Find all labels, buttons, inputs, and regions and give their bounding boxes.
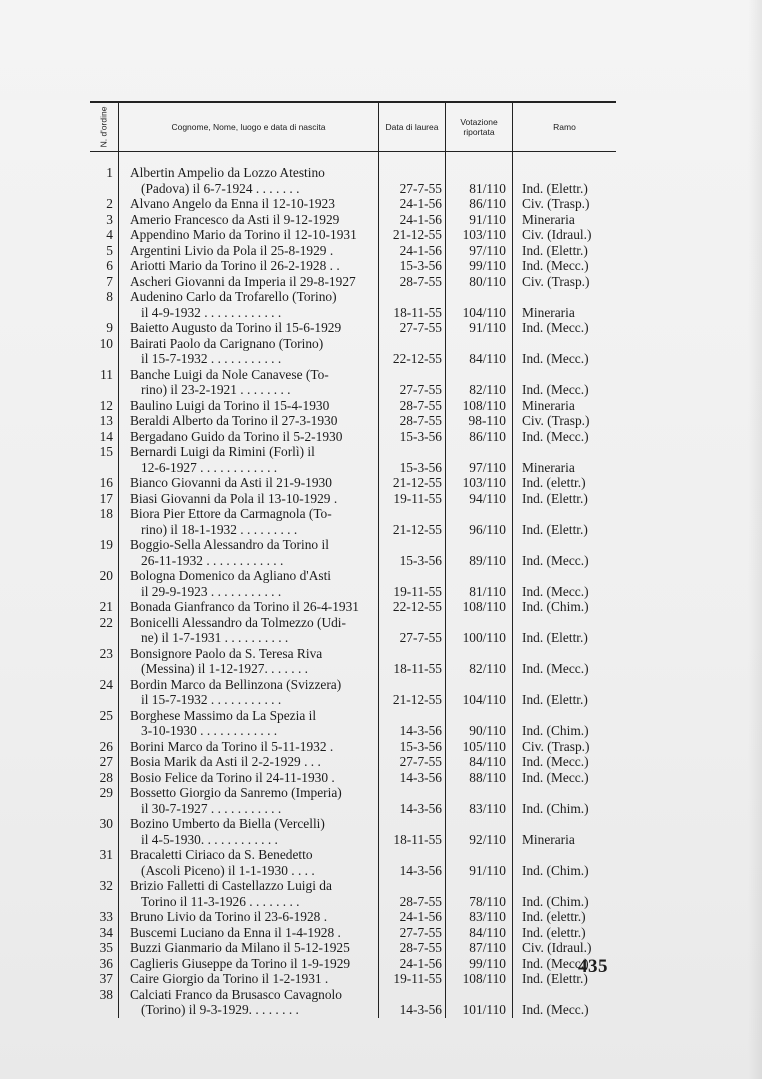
name-line: Caglieris Giuseppe da Torino il 1-9-1929 bbox=[130, 955, 351, 971]
date-cell: 14-3-56 bbox=[379, 770, 446, 786]
name-line: Audenino Carlo da Trofarello (Torino) bbox=[130, 289, 337, 304]
name-cell bbox=[119, 491, 379, 507]
date-cell: 27-7-55 bbox=[379, 754, 446, 770]
name-line: 3-10-1930 . . . . . . . . . . . . bbox=[141, 723, 278, 738]
vote-cell: 97/110 bbox=[446, 444, 513, 475]
vote-cell: 88/110 bbox=[446, 770, 513, 786]
order-number-cell: 14 bbox=[99, 428, 113, 444]
name-line: rino) il 18-1-1932 . . . . . . . . . bbox=[141, 521, 298, 537]
ramo-cell: Ind. (Elettr.) bbox=[513, 243, 617, 259]
name-cell bbox=[119, 444, 379, 475]
ramo-cell: Ind. (Mecc.) bbox=[513, 429, 617, 445]
name-line: Borghese Massimo da La Spezia il bbox=[130, 707, 317, 723]
header-vote: Votazione riportata bbox=[446, 102, 513, 152]
name-line: (Torino) il 9-3-1929. . . . . . . . bbox=[141, 1002, 299, 1017]
ramo-cell: Civ. (Trasp.) bbox=[513, 413, 617, 429]
name-line: il 15-7-1932 . . . . . . . . . . . bbox=[141, 351, 282, 366]
date-cell: 24-1-56 bbox=[379, 243, 446, 259]
vote-cell: 91/110 bbox=[446, 212, 513, 228]
name-line: il 30-7-1927 . . . . . . . . . . . bbox=[141, 800, 282, 816]
vote-cell: 90/110 bbox=[446, 708, 513, 739]
name-line: Bonicelli Alessandro da Tolmezzo (Udi- bbox=[130, 614, 346, 630]
name-cell bbox=[119, 615, 379, 646]
ramo-cell: Ind. (Mecc.) bbox=[513, 956, 617, 972]
name-cell bbox=[119, 413, 379, 429]
date-cell: 27-7-55 bbox=[379, 320, 446, 336]
vote-cell: 83/110 bbox=[446, 785, 513, 816]
vote-cell: 94/110 bbox=[446, 491, 513, 507]
vote-cell: 78/110 bbox=[446, 878, 513, 909]
date-cell: 15-3-56 bbox=[379, 429, 446, 445]
vote-cell: 81/110 bbox=[446, 568, 513, 599]
name-line: Appendino Mario da Torino il 12-10-1931 bbox=[130, 227, 357, 242]
ramo-cell: Ind. (Mecc.) bbox=[513, 770, 617, 786]
name-line: Buscemi Luciano da Enna il 1-4-1928 . bbox=[130, 924, 341, 940]
date-cell: 22-12-55 bbox=[379, 336, 446, 367]
name-line: Bordin Marco da Bellinzona (Svizzera) bbox=[130, 676, 342, 692]
name-cell bbox=[119, 677, 379, 708]
order-number-cell: 13 bbox=[99, 413, 113, 428]
page-number: 435 bbox=[578, 956, 608, 977]
table-row bbox=[90, 754, 616, 770]
order-number-cell: 25 bbox=[99, 707, 113, 723]
name-line: Bracaletti Ciriaco da S. Benedetto bbox=[130, 847, 313, 862]
order-number-cell: 12 bbox=[99, 397, 113, 413]
ramo-cell: Ind. (Elettr.) bbox=[513, 971, 617, 987]
name-cell bbox=[119, 909, 379, 925]
order-number-cell: 11 bbox=[100, 366, 113, 382]
header-ramo: Ramo bbox=[513, 102, 617, 152]
ramo-cell: Ind. (Mecc.) bbox=[513, 754, 617, 770]
ramo-cell: Ind. (Elettr.) bbox=[513, 506, 617, 537]
ramo-cell: Mineraria bbox=[513, 444, 617, 475]
ramo-cell: Civ. (Idraul.) bbox=[513, 227, 617, 243]
name-line: Biasi Giovanni da Pola il 13-10-1929 . bbox=[130, 490, 338, 506]
date-cell: 27-7-55 bbox=[379, 152, 446, 197]
name-line: (Messina) il 1-12-1927. . . . . . . bbox=[141, 661, 308, 676]
table-row bbox=[90, 444, 616, 475]
ramo-cell: Ind. (elettr.) bbox=[513, 475, 617, 491]
date-cell: 14-3-56 bbox=[379, 987, 446, 1018]
name-line: Boggio-Sella Alessandro da Torino il bbox=[130, 537, 329, 552]
name-cell bbox=[119, 739, 379, 755]
name-line: Caire Giorgio da Torino il 1-2-1931 . bbox=[130, 971, 329, 986]
order-number-cell: 2 bbox=[106, 196, 113, 211]
ramo-cell: Ind. (Mecc.) bbox=[513, 987, 617, 1018]
name-line: Bonada Gianfranco da Torino il 26-4-1931 bbox=[130, 599, 359, 614]
vote-cell: 96/110 bbox=[446, 506, 513, 537]
date-cell: 27-7-55 bbox=[379, 615, 446, 646]
name-line: Bairati Paolo da Carignano (Torino) bbox=[130, 335, 324, 351]
order-number-cell: 29 bbox=[99, 785, 113, 800]
name-cell bbox=[119, 429, 379, 445]
order-number-cell: 8 bbox=[106, 289, 113, 304]
name-line: Argentini Livio da Pola il 25-8-1929 . bbox=[130, 242, 334, 258]
name-cell bbox=[119, 320, 379, 336]
name-cell bbox=[119, 336, 379, 367]
vote-cell: 82/110 bbox=[446, 367, 513, 398]
name-cell bbox=[119, 506, 379, 537]
order-number-cell: 10 bbox=[99, 335, 113, 351]
name-cell bbox=[119, 754, 379, 770]
ramo-cell: Ind. (Mecc.) bbox=[513, 537, 617, 568]
date-cell: 28-7-55 bbox=[379, 413, 446, 429]
table-row bbox=[90, 646, 616, 677]
name-cell bbox=[119, 708, 379, 739]
name-cell bbox=[119, 987, 379, 1018]
table-row bbox=[90, 212, 616, 228]
table-row bbox=[90, 429, 616, 445]
order-number-cell: 28 bbox=[99, 769, 113, 785]
date-cell: 28-7-55 bbox=[379, 398, 446, 414]
vote-cell: 100/110 bbox=[446, 615, 513, 646]
name-line: rino) il 23-2-1921 . . . . . . . . bbox=[141, 382, 291, 397]
date-cell: 18-11-55 bbox=[379, 646, 446, 677]
name-cell bbox=[119, 847, 379, 878]
date-cell: 15-3-56 bbox=[379, 537, 446, 568]
ramo-cell: Ind. (Chim.) bbox=[513, 708, 617, 739]
table-row bbox=[90, 847, 616, 878]
table-row bbox=[90, 537, 616, 568]
vote-cell: 83/110 bbox=[446, 909, 513, 925]
name-cell bbox=[119, 925, 379, 941]
order-number-cell: 6 bbox=[106, 258, 113, 273]
name-line: Buzzi Gianmario da Milano il 5-12-1925 bbox=[130, 940, 350, 955]
order-number-cell: 20 bbox=[99, 568, 113, 583]
ramo-cell: Ind. (Elettr.) bbox=[513, 615, 617, 646]
table-row bbox=[90, 615, 616, 646]
name-line: Brizio Falletti di Castellazzo Luigi da bbox=[130, 878, 332, 893]
date-cell: 24-1-56 bbox=[379, 909, 446, 925]
vote-cell: 84/110 bbox=[446, 336, 513, 367]
date-cell: 15-3-56 bbox=[379, 258, 446, 274]
vote-cell: 104/110 bbox=[446, 289, 513, 320]
name-line: Bergadano Guido da Torino il 5-2-1930 bbox=[130, 428, 343, 444]
ramo-cell: Civ. (Trasp.) bbox=[513, 196, 617, 212]
vote-cell: 86/110 bbox=[446, 196, 513, 212]
table-body bbox=[90, 152, 616, 1018]
name-line: il 4-5-1930. . . . . . . . . . . . bbox=[141, 831, 278, 847]
name-line: 26-11-1932 . . . . . . . . . . . . bbox=[141, 552, 284, 568]
name-cell bbox=[119, 816, 379, 847]
name-cell bbox=[119, 367, 379, 398]
name-cell bbox=[119, 475, 379, 491]
order-number-cell: 18 bbox=[99, 506, 113, 521]
order-number-cell: 9 bbox=[106, 320, 113, 335]
vote-cell: 97/110 bbox=[446, 243, 513, 259]
ramo-cell: Civ. (Idraul.) bbox=[513, 940, 617, 956]
order-number-cell: 26 bbox=[99, 738, 113, 754]
vote-cell: 108/110 bbox=[446, 599, 513, 615]
ramo-cell: Mineraria bbox=[513, 212, 617, 228]
vote-cell: 80/110 bbox=[446, 274, 513, 290]
name-cell bbox=[119, 770, 379, 786]
name-cell bbox=[119, 646, 379, 677]
vote-cell: 89/110 bbox=[446, 537, 513, 568]
date-cell: 21-12-55 bbox=[379, 475, 446, 491]
order-number-cell: 19 bbox=[99, 537, 113, 552]
date-cell: 21-12-55 bbox=[379, 227, 446, 243]
date-cell: 21-12-55 bbox=[379, 506, 446, 537]
name-line: Bruno Livio da Torino il 23-6-1928 . bbox=[130, 909, 328, 924]
table-row bbox=[90, 708, 616, 739]
date-cell: 15-3-56 bbox=[379, 739, 446, 755]
name-cell bbox=[119, 227, 379, 243]
name-line: Baulino Luigi da Torino il 15-4-1930 bbox=[130, 397, 330, 413]
ramo-cell: Ind. (elettr.) bbox=[513, 909, 617, 925]
name-line: Bosia Marik da Asti il 2-2-1929 . . . bbox=[130, 754, 321, 769]
table-row bbox=[90, 677, 616, 708]
table-row bbox=[90, 909, 616, 925]
vote-cell: 86/110 bbox=[446, 429, 513, 445]
table-row bbox=[90, 739, 616, 755]
header-date: Data di laurea bbox=[379, 102, 446, 152]
table-row bbox=[90, 971, 616, 987]
ramo-cell: Ind. (Mecc.) bbox=[513, 367, 617, 398]
name-line: Albertin Ampelio da Lozzo Atestino bbox=[130, 165, 325, 180]
order-number-cell: 36 bbox=[99, 955, 113, 971]
name-cell bbox=[119, 289, 379, 320]
table-row bbox=[90, 785, 616, 816]
name-cell bbox=[119, 258, 379, 274]
table-row bbox=[90, 274, 616, 290]
ramo-cell: Ind. (Mecc.) bbox=[513, 568, 617, 599]
table-row bbox=[90, 506, 616, 537]
vote-cell: 98-110 bbox=[446, 413, 513, 429]
name-line: Bernardi Luigi da Rimini (Forlì) il bbox=[130, 444, 315, 459]
vote-cell: 84/110 bbox=[446, 925, 513, 941]
order-number-cell: 33 bbox=[99, 909, 113, 924]
date-cell: 28-7-55 bbox=[379, 940, 446, 956]
table-row bbox=[90, 491, 616, 507]
order-number-cell: 32 bbox=[99, 878, 113, 893]
order-number-cell: 31 bbox=[99, 847, 113, 862]
name-cell bbox=[119, 940, 379, 956]
name-line: Calciati Franco da Brusasco Cavagnolo bbox=[130, 986, 342, 1002]
table-row bbox=[90, 367, 616, 398]
table-row bbox=[90, 878, 616, 909]
order-number-cell: 15 bbox=[99, 444, 113, 459]
date-cell: 14-3-56 bbox=[379, 847, 446, 878]
graduates-table bbox=[90, 101, 616, 1018]
ramo-cell: Ind. (Elettr.) bbox=[513, 152, 617, 197]
date-cell: 24-1-56 bbox=[379, 196, 446, 212]
date-cell: 27-7-55 bbox=[379, 367, 446, 398]
name-cell bbox=[119, 274, 379, 290]
name-line: Bologna Domenico da Agliano d'Asti bbox=[130, 568, 332, 583]
vote-cell: 91/110 bbox=[446, 320, 513, 336]
name-line: (Padova) il 6-7-1924 . . . . . . . bbox=[141, 180, 300, 196]
ramo-cell: Ind. (Chim.) bbox=[513, 847, 617, 878]
order-number-cell: 38 bbox=[99, 986, 113, 1002]
name-cell bbox=[119, 212, 379, 228]
date-cell: 18-11-55 bbox=[379, 289, 446, 320]
date-cell: 15-3-56 bbox=[379, 444, 446, 475]
table-row bbox=[90, 956, 616, 972]
name-line: Borini Marco da Torino il 5-11-1932 . bbox=[130, 738, 334, 754]
name-line: Baietto Augusto da Torino il 15-6-1929 bbox=[130, 320, 342, 335]
table-row bbox=[90, 770, 616, 786]
table-header bbox=[90, 102, 616, 152]
page-edge-shadow bbox=[748, 0, 762, 1079]
vote-cell: 103/110 bbox=[446, 227, 513, 243]
name-cell bbox=[119, 398, 379, 414]
name-line: Bianco Giovanni da Asti il 21-9-1930 bbox=[130, 475, 332, 490]
header-order-number-label: N. d'ordine bbox=[98, 106, 109, 148]
name-line: Bossetto Giorgio da Sanremo (Imperia) bbox=[130, 785, 342, 800]
date-cell: 19-11-55 bbox=[379, 971, 446, 987]
table-row bbox=[90, 227, 616, 243]
name-cell bbox=[119, 196, 379, 212]
order-number-cell: 1 bbox=[106, 165, 113, 180]
order-number-cell: 30 bbox=[99, 816, 113, 831]
order-number-cell: 3 bbox=[106, 211, 113, 227]
name-line: il 4-9-1932 . . . . . . . . . . . . bbox=[141, 304, 282, 320]
name-line: Alvano Angelo da Enna il 12-10-1923 bbox=[130, 196, 335, 211]
header-order-number bbox=[90, 102, 119, 152]
date-cell: 24-1-56 bbox=[379, 212, 446, 228]
name-cell bbox=[119, 152, 379, 197]
vote-cell: 91/110 bbox=[446, 847, 513, 878]
vote-cell: 92/110 bbox=[446, 816, 513, 847]
ramo-cell: Ind. (Elettr.) bbox=[513, 677, 617, 708]
ramo-cell: Ind. (elettr.) bbox=[513, 925, 617, 941]
name-line: Bozino Umberto da Biella (Vercelli) bbox=[130, 816, 325, 831]
table-row bbox=[90, 243, 616, 259]
name-line: ne) il 1-7-1931 . . . . . . . . . . bbox=[141, 630, 289, 645]
ramo-cell: Civ. (Trasp.) bbox=[513, 274, 617, 290]
order-number-cell: 23 bbox=[99, 645, 113, 661]
table-row bbox=[90, 413, 616, 429]
order-number-cell: 7 bbox=[106, 273, 113, 289]
vote-cell: 101/110 bbox=[446, 987, 513, 1018]
order-number-cell: 27 bbox=[99, 754, 113, 769]
table-row bbox=[90, 320, 616, 336]
name-cell bbox=[119, 243, 379, 259]
table-row bbox=[90, 475, 616, 491]
ramo-cell: Ind. (Mecc.) bbox=[513, 320, 617, 336]
order-number-cell: 22 bbox=[99, 614, 113, 630]
name-cell bbox=[119, 956, 379, 972]
name-line: Banche Luigi da Nole Canavese (To- bbox=[130, 366, 329, 382]
name-cell bbox=[119, 971, 379, 987]
table-row bbox=[90, 940, 616, 956]
ramo-cell: Ind. (Chim.) bbox=[513, 599, 617, 615]
order-number-cell: 21 bbox=[99, 599, 113, 614]
table-row bbox=[90, 599, 616, 615]
vote-cell: 99/110 bbox=[446, 956, 513, 972]
ramo-cell: Mineraria bbox=[513, 816, 617, 847]
vote-cell: 103/110 bbox=[446, 475, 513, 491]
vote-cell: 82/110 bbox=[446, 646, 513, 677]
name-line: 12-6-1927 . . . . . . . . . . . . bbox=[141, 459, 278, 475]
ramo-cell: Ind. (Mecc.) bbox=[513, 336, 617, 367]
order-number-cell: 16 bbox=[99, 475, 113, 490]
name-line: Amerio Francesco da Asti il 9-12-1929 bbox=[130, 211, 340, 227]
name-line: Bonsignore Paolo da S. Teresa Riva bbox=[130, 645, 323, 661]
table-row bbox=[90, 816, 616, 847]
name-cell bbox=[119, 599, 379, 615]
vote-cell: 108/110 bbox=[446, 398, 513, 414]
vote-cell: 105/110 bbox=[446, 739, 513, 755]
date-cell: 28-7-55 bbox=[379, 878, 446, 909]
name-line: (Ascoli Piceno) il 1-1-1930 . . . . bbox=[141, 862, 315, 878]
name-line: Bosio Felice da Torino il 24-11-1930 . bbox=[130, 769, 335, 785]
date-cell: 24-1-56 bbox=[379, 956, 446, 972]
table-row bbox=[90, 289, 616, 320]
order-number-cell: 37 bbox=[99, 971, 113, 986]
date-cell: 28-7-55 bbox=[379, 274, 446, 290]
ramo-cell: Ind. (Chim.) bbox=[513, 785, 617, 816]
ramo-cell: Ind. (Elettr.) bbox=[513, 491, 617, 507]
table-row bbox=[90, 336, 616, 367]
ramo-cell: Civ. (Trasp.) bbox=[513, 739, 617, 755]
ramo-cell: Ind. (Mecc.) bbox=[513, 258, 617, 274]
table-row bbox=[90, 152, 616, 197]
name-cell bbox=[119, 878, 379, 909]
header-row bbox=[90, 102, 616, 152]
order-number-cell: 34 bbox=[99, 924, 113, 940]
vote-cell: 81/110 bbox=[446, 152, 513, 197]
date-cell: 18-11-55 bbox=[379, 816, 446, 847]
name-line: Ascheri Giovanni da Imperia il 29-8-1927 bbox=[130, 273, 356, 289]
vote-cell: 99/110 bbox=[446, 258, 513, 274]
date-cell: 27-7-55 bbox=[379, 925, 446, 941]
vote-cell: 87/110 bbox=[446, 940, 513, 956]
vote-cell: 108/110 bbox=[446, 971, 513, 987]
order-number-cell: 35 bbox=[99, 940, 113, 955]
name-line: Ariotti Mario da Torino il 26-2-1928 . . bbox=[130, 258, 340, 273]
vote-cell: 84/110 bbox=[446, 754, 513, 770]
header-name: Cognome, Nome, luogo e data di nascita bbox=[119, 102, 379, 152]
order-number-cell: 4 bbox=[106, 227, 113, 242]
date-cell: 21-12-55 bbox=[379, 677, 446, 708]
ramo-cell: Ind. (Chim.) bbox=[513, 878, 617, 909]
name-line: il 29-9-1923 . . . . . . . . . . . bbox=[141, 583, 282, 599]
ramo-cell: Ind. (Mecc.) bbox=[513, 646, 617, 677]
name-cell bbox=[119, 785, 379, 816]
name-cell bbox=[119, 537, 379, 568]
name-line: il 15-7-1932 . . . . . . . . . . . bbox=[141, 692, 282, 707]
order-number-cell: 17 bbox=[99, 490, 113, 506]
table-row bbox=[90, 987, 616, 1018]
order-number-cell: 5 bbox=[106, 242, 113, 258]
name-cell bbox=[119, 568, 379, 599]
table-row bbox=[90, 925, 616, 941]
table-row bbox=[90, 258, 616, 274]
date-cell: 14-3-56 bbox=[379, 708, 446, 739]
date-cell: 19-11-55 bbox=[379, 491, 446, 507]
table-row bbox=[90, 398, 616, 414]
table-row bbox=[90, 196, 616, 212]
vote-cell: 104/110 bbox=[446, 677, 513, 708]
ramo-cell: Mineraria bbox=[513, 398, 617, 414]
name-line: Biora Pier Ettore da Carmagnola (To- bbox=[130, 506, 332, 521]
name-line: Beraldi Alberto da Torino il 27-3-1930 bbox=[130, 413, 338, 428]
date-cell: 19-11-55 bbox=[379, 568, 446, 599]
ramo-cell: Mineraria bbox=[513, 289, 617, 320]
date-cell: 22-12-55 bbox=[379, 599, 446, 615]
table-row bbox=[90, 568, 616, 599]
name-line: Torino il 11-3-1926 . . . . . . . . bbox=[141, 893, 300, 909]
order-number-cell: 24 bbox=[99, 676, 113, 692]
date-cell: 14-3-56 bbox=[379, 785, 446, 816]
